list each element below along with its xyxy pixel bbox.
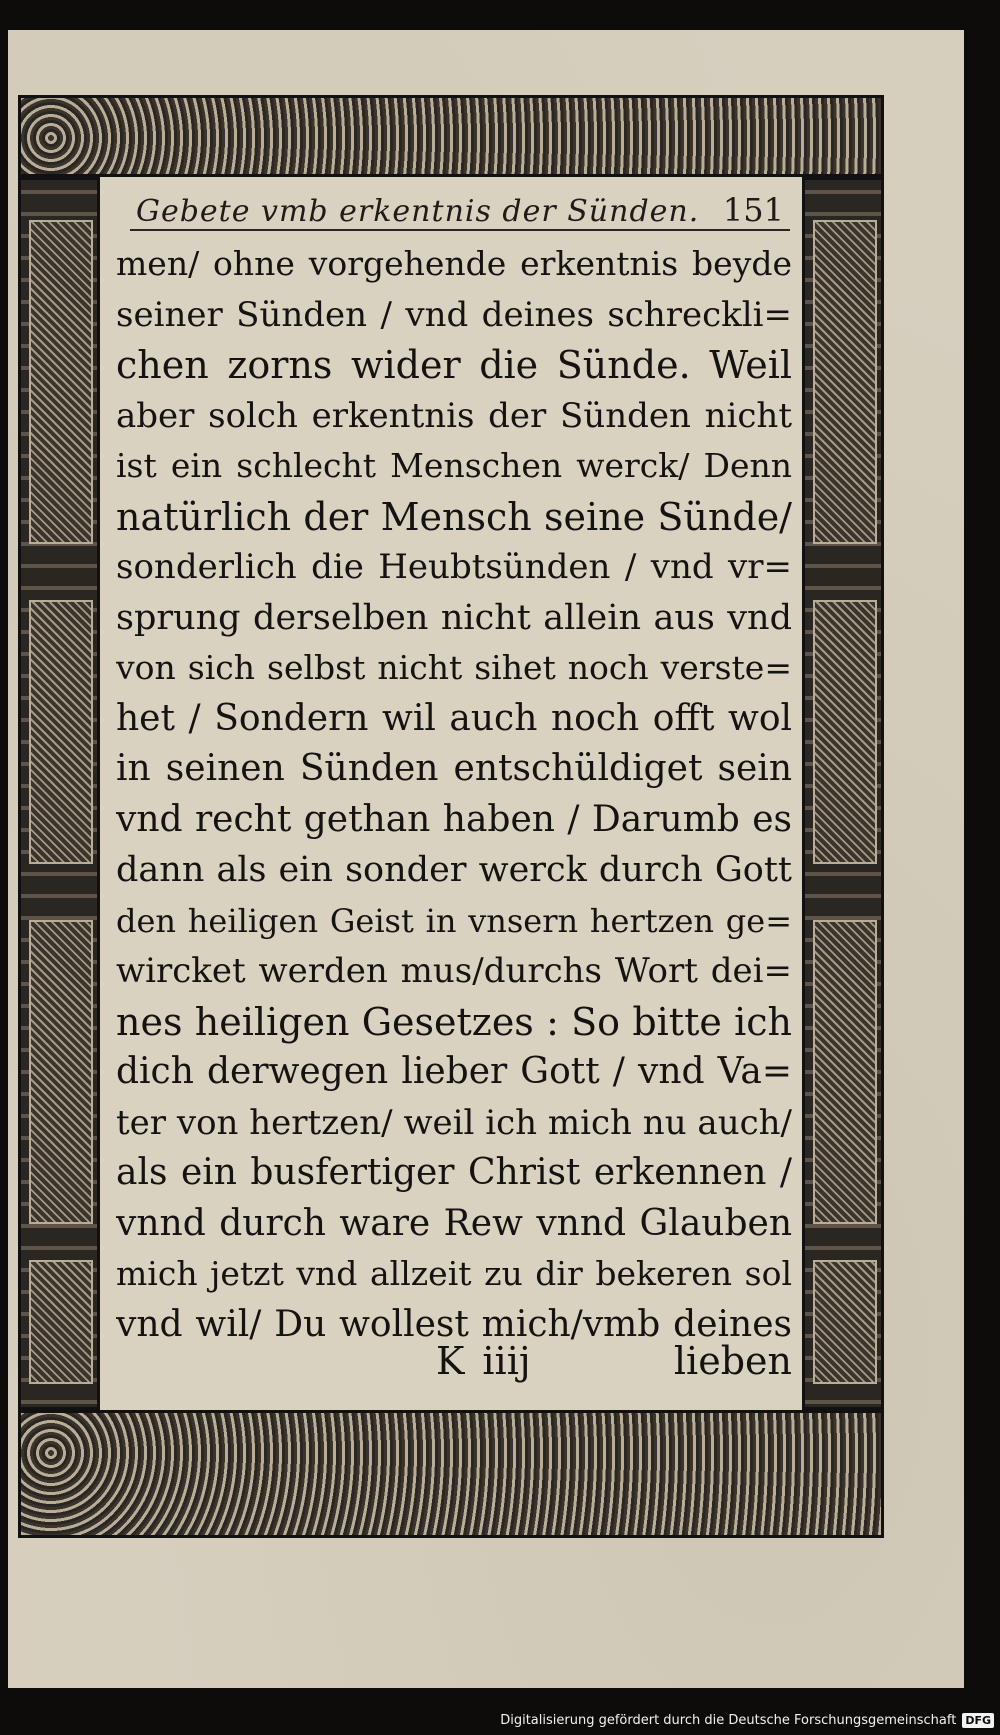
text-line: chen zorns wider die Sünde. Weil	[116, 343, 792, 387]
text-line: natürlich der Mensch seine Sünde/	[116, 494, 792, 539]
running-head-title: Gebete vmb erkentnis der Sünden.	[136, 194, 700, 229]
rosette-ornament-left	[29, 1260, 93, 1384]
running-head	[130, 187, 790, 231]
ornamental-border-top	[18, 95, 884, 177]
text-block	[100, 177, 802, 1410]
text-line: von sich selbst nicht sihet noch verste=	[116, 648, 792, 687]
prayer-text	[116, 239, 792, 1350]
ornamental-border-left	[18, 177, 100, 1410]
candelabrum-ornament-left	[29, 920, 93, 1224]
text-line: in seinen Sünden entschüldiget sein	[116, 748, 792, 789]
ornamental-border-right	[802, 177, 884, 1410]
page-number: 151	[722, 191, 784, 229]
text-line: sonderlich die Heubtsünden / vnd vr=	[116, 547, 792, 587]
text-line: den heiligen Geist in vnsern hertzen ge=	[116, 901, 792, 940]
catchword: lieben	[673, 1339, 792, 1383]
book-page	[8, 30, 964, 1688]
column-ornament-left	[29, 600, 93, 864]
text-line: seiner Sünden / vnd deines schreckli=	[116, 294, 792, 335]
candelabrum-ornament-right	[813, 920, 877, 1224]
text-line: mich jetzt vnd allzeit zu dir bekeren sol	[116, 1254, 792, 1293]
text-line: ist ein schlecht Menschen werck/ Denn	[116, 446, 792, 485]
text-line: het / Sondern wil auch noch offt wol	[116, 697, 792, 739]
text-line: vnnd durch ware Rew vnnd Glauben	[116, 1202, 792, 1244]
text-line: aber solch erkentnis der Sünden nicht	[116, 395, 792, 436]
saint-figure-left	[29, 220, 93, 544]
digitization-credit	[500, 1707, 994, 1733]
dfg-logo: DFG	[962, 1713, 994, 1728]
text-line: dann als ein sonder werck durch Gott	[116, 850, 792, 890]
text-line: dich derwegen lieber Gott / vnd Va=	[116, 1051, 792, 1092]
signature-letter: K	[436, 1339, 465, 1383]
column-ornament-right	[813, 600, 877, 864]
text-line: sprung derselben nicht allein aus vnd	[116, 597, 792, 638]
text-line: vnd recht gethan haben / Darumb es	[116, 798, 792, 840]
signature-line	[116, 1337, 792, 1385]
text-line: ter von hertzen/ weil ich mich nu auch/	[116, 1102, 792, 1143]
text-line: nes heiligen Gesetzes : So bitte ich	[116, 999, 792, 1044]
text-line: wircket werden mus/durchs Wort dei=	[116, 951, 792, 991]
text-line: men/ ohne vorgehende erkentnis beyde	[116, 244, 792, 283]
text-line: vnd wil/ Du wollest mich/vmb deines	[116, 1303, 792, 1345]
credit-text: Digitalisierung gefördert durch die Deutsche Forschungsgemeinschaft	[500, 1712, 957, 1728]
saint-figure-right	[813, 220, 877, 544]
ornamental-border-bottom	[18, 1410, 884, 1538]
rosette-ornament-right	[813, 1260, 877, 1384]
signature-numeral: iiij	[482, 1339, 531, 1383]
text-line: als ein busfertiger Christ erkennen /	[116, 1152, 792, 1193]
